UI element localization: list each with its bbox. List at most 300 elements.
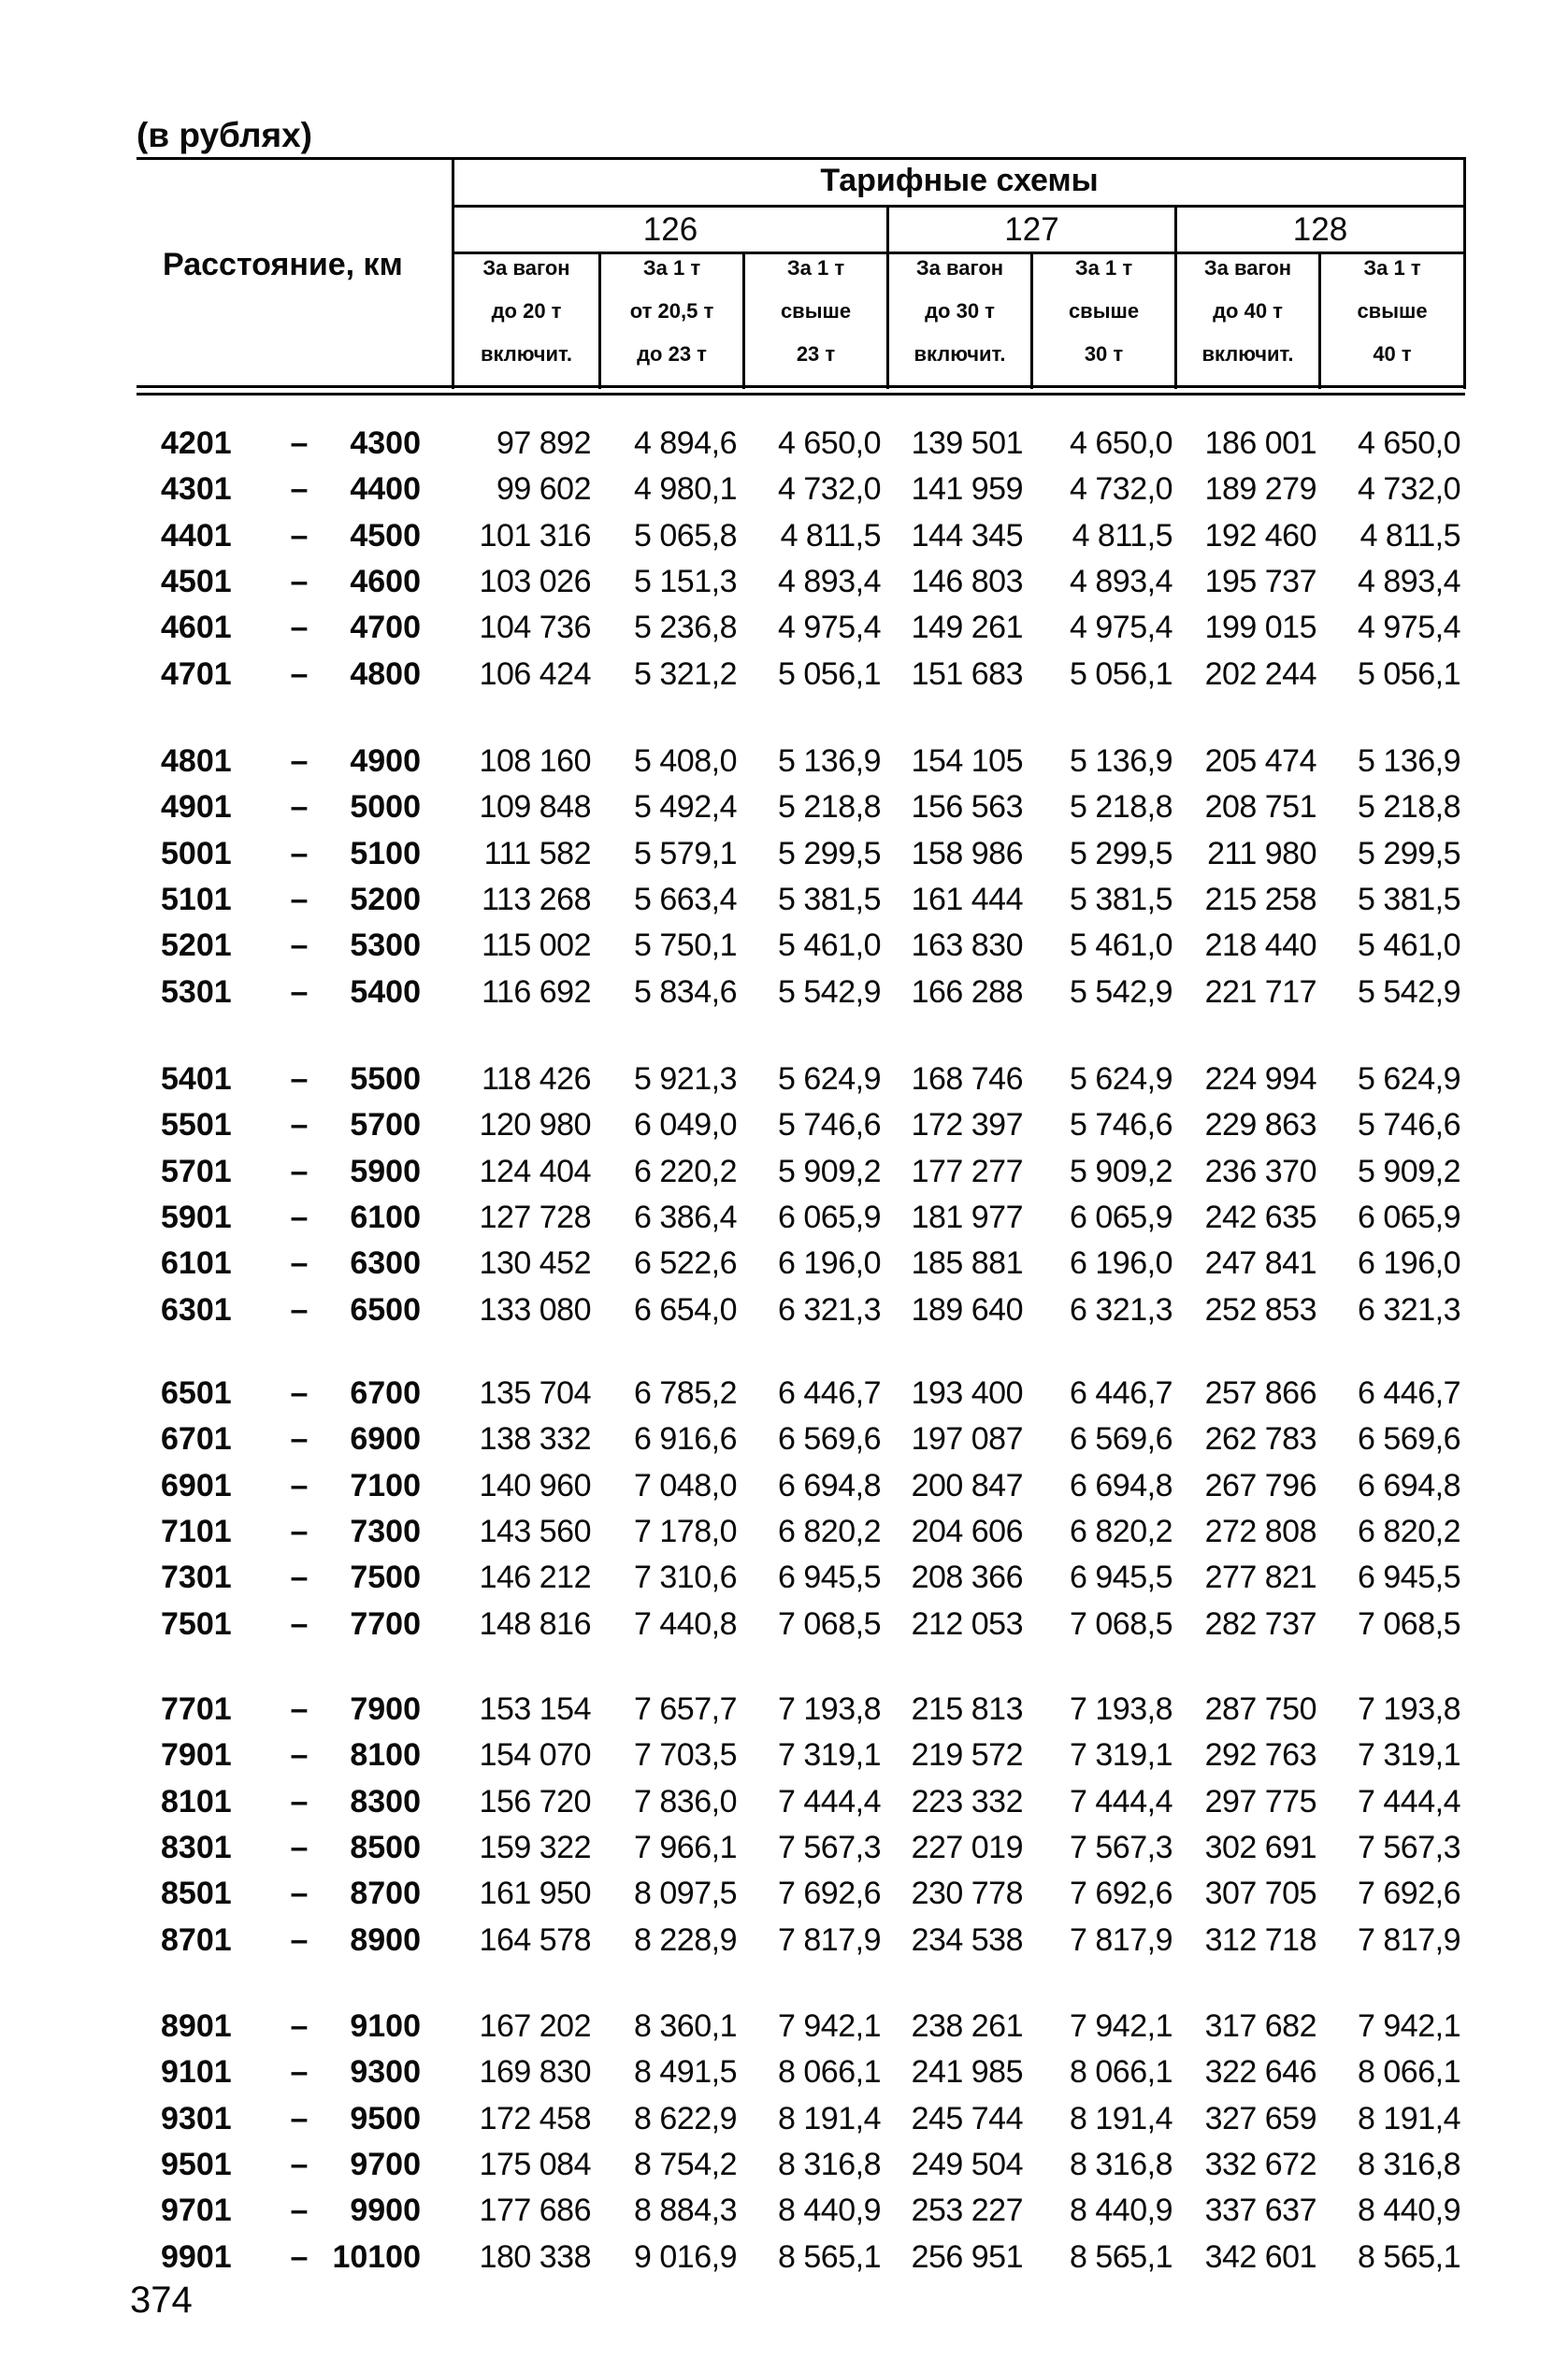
subheader-col3-line2: свыше [780, 299, 852, 323]
distance-from: 4401 [161, 518, 232, 554]
distance-header: Расстояние, км [163, 247, 403, 282]
distance-from: 6701 [161, 1421, 232, 1457]
distance-to: 5900 [350, 1154, 421, 1189]
distance-from: 8501 [161, 1876, 232, 1911]
tariff-value-col2: 8 097,5 [634, 1876, 737, 1911]
tariff-value-col3: 8 316,8 [778, 2147, 881, 2182]
tariff-value-col4: 193 400 [911, 1375, 1023, 1411]
tariff-value-col6: 327 659 [1204, 2101, 1316, 2136]
distance-to: 7100 [350, 1468, 421, 1503]
distance-to: 6100 [350, 1200, 421, 1235]
tariff-value-col1: 138 332 [479, 1421, 591, 1457]
tariff-value-col1: 175 084 [479, 2147, 591, 2182]
distance-to: 4600 [350, 564, 421, 599]
distance-from: 4701 [161, 656, 232, 692]
table-row [0, 421, 1568, 467]
distance-to: 4300 [350, 425, 421, 461]
scheme-128: 128 [1292, 211, 1348, 248]
table-row [0, 1149, 1568, 1195]
tariff-value-col1: 115 002 [482, 928, 591, 963]
tariff-value-col7: 8 440,9 [1358, 2193, 1460, 2228]
tariff-value-col4: 189 640 [911, 1292, 1023, 1328]
table-row [0, 1871, 1568, 1917]
tariff-value-col2: 9 016,9 [634, 2239, 737, 2275]
tariff-value-col3: 7 567,3 [778, 1830, 881, 1865]
tariff-value-col1: 159 322 [479, 1830, 591, 1865]
tariff-value-col5: 6 694,8 [1070, 1468, 1172, 1503]
range-dash: – [290, 1375, 309, 1411]
tariff-value-col6: 342 601 [1204, 2239, 1316, 2275]
tariff-value-col3: 4 732,0 [778, 471, 881, 507]
subheader-col7-line3: 40 т [1373, 342, 1412, 366]
tariff-value-col3: 5 218,8 [778, 789, 881, 825]
tariff-value-col1: 177 686 [479, 2193, 591, 2228]
tariff-value-col3: 4 893,4 [778, 564, 881, 599]
tariff-value-col4: 168 746 [911, 1061, 1023, 1097]
tariff-value-col4: 256 951 [911, 2239, 1023, 2275]
tariff-value-col5: 8 191,4 [1070, 2101, 1172, 2136]
tariff-value-col2: 5 065,8 [634, 518, 737, 554]
tariff-value-col3: 5 909,2 [778, 1154, 881, 1189]
tariff-value-col2: 8 622,9 [634, 2101, 737, 2136]
tariff-value-col2: 8 884,3 [634, 2193, 737, 2228]
distance-from: 5101 [161, 882, 232, 917]
tariff-value-col7: 7 193,8 [1358, 1691, 1460, 1727]
distance-from: 9701 [161, 2193, 232, 2228]
distance-to: 8900 [350, 1922, 421, 1958]
tariff-value-col1: 130 452 [479, 1245, 591, 1281]
distance-to: 6500 [350, 1292, 421, 1328]
distance-to: 4900 [350, 743, 421, 779]
tariff-value-col3: 6 820,2 [778, 1514, 881, 1549]
tariff-value-col1: 109 848 [479, 789, 591, 825]
range-dash: – [290, 2193, 309, 2228]
tariff-value-col1: 103 026 [479, 564, 591, 599]
tariff-value-col3: 8 066,1 [778, 2054, 881, 2090]
range-dash: – [290, 2239, 309, 2275]
tariff-value-col3: 6 945,5 [778, 1560, 881, 1595]
tariff-value-col5: 6 569,6 [1070, 1421, 1172, 1457]
tariff-value-col3: 6 196,0 [778, 1245, 881, 1281]
tariff-value-col1: 116 692 [482, 974, 591, 1010]
range-dash: – [290, 1245, 309, 1281]
subheader-col7-line1: За 1 т [1363, 256, 1421, 280]
tariff-value-col6: 224 994 [1204, 1061, 1316, 1097]
table-row [0, 2004, 1568, 2049]
tariff-value-col1: 167 202 [479, 2008, 591, 2044]
tariff-value-col5: 8 440,9 [1070, 2193, 1172, 2228]
tariff-value-col7: 7 444,4 [1358, 1784, 1460, 1819]
tariff-value-col4: 139 501 [911, 425, 1023, 461]
tariff-value-col7: 6 820,2 [1358, 1514, 1460, 1549]
tariff-value-col5: 5 909,2 [1070, 1154, 1172, 1189]
tariff-value-col2: 6 654,0 [634, 1292, 737, 1328]
tariff-value-col4: 181 977 [911, 1200, 1023, 1235]
tariff-value-col4: 234 538 [911, 1922, 1023, 1958]
tariff-value-col4: 204 606 [911, 1514, 1023, 1549]
subheader-col1-line1: За вагон [482, 256, 570, 280]
range-dash: – [290, 1737, 309, 1773]
tariff-value-col6: 211 980 [1207, 836, 1316, 871]
tariff-value-col6: 262 783 [1204, 1421, 1316, 1457]
distance-to: 5000 [350, 789, 421, 825]
distance-from: 4301 [161, 471, 232, 507]
tariff-value-col6: 205 474 [1204, 743, 1316, 779]
distance-to: 5200 [350, 882, 421, 917]
page-number: 374 [130, 2280, 193, 2321]
tariff-value-col7: 8 066,1 [1358, 2054, 1460, 2090]
table-row [0, 784, 1568, 830]
tariff-value-col6: 332 672 [1204, 2147, 1316, 2182]
range-dash: – [290, 1922, 309, 1958]
tariff-value-col1: 133 080 [479, 1292, 591, 1328]
distance-from: 9901 [161, 2239, 232, 2275]
tariff-value-col2: 5 579,1 [634, 836, 737, 871]
table-row [0, 1417, 1568, 1462]
tariff-value-col6: 282 737 [1204, 1606, 1316, 1642]
tariff-value-col7: 5 746,6 [1358, 1107, 1460, 1143]
tariff-value-col4: 163 830 [911, 928, 1023, 963]
tariff-value-col4: 230 778 [911, 1876, 1023, 1911]
range-dash: – [290, 1154, 309, 1189]
range-dash: – [290, 656, 309, 692]
table-row [0, 605, 1568, 651]
tariff-value-col5: 5 624,9 [1070, 1061, 1172, 1097]
tariff-value-col2: 8 491,5 [634, 2054, 737, 2090]
tariff-value-col3: 8 440,9 [778, 2193, 881, 2228]
tariff-value-col1: 140 960 [479, 1468, 591, 1503]
distance-to: 9900 [350, 2193, 421, 2228]
table-row [0, 467, 1568, 512]
tariff-value-col7: 8 565,1 [1358, 2239, 1460, 2275]
subheader-col1-line2: до 20 т [491, 299, 562, 323]
tariff-value-col3: 4 811,5 [780, 518, 881, 554]
tariff-value-col5: 7 567,3 [1070, 1830, 1172, 1865]
subheader-col6-line1: За вагон [1203, 256, 1292, 280]
subheader-col6-line2: до 40 т [1213, 299, 1283, 323]
tariff-value-col2: 7 440,8 [634, 1606, 737, 1642]
tariff-value-col3: 6 694,8 [778, 1468, 881, 1503]
table-row [0, 970, 1568, 1015]
tariff-value-col6: 215 258 [1204, 882, 1316, 917]
range-dash: – [290, 2101, 309, 2136]
tariff-value-col5: 6 196,0 [1070, 1245, 1172, 1281]
table-row [0, 1371, 1568, 1417]
tariff-value-col2: 7 310,6 [634, 1560, 737, 1595]
tariff-value-col6: 277 821 [1204, 1560, 1316, 1595]
distance-from: 4501 [161, 564, 232, 599]
tariff-value-col4: 141 959 [911, 471, 1023, 507]
distance-from: 4601 [161, 610, 232, 645]
table-row [0, 1733, 1568, 1778]
tariff-value-col5: 7 817,9 [1070, 1922, 1172, 1958]
tariff-value-col2: 5 151,3 [634, 564, 737, 599]
tariff-value-col2: 7 966,1 [634, 1830, 737, 1865]
subheader-col2-line1: За 1 т [642, 256, 701, 280]
tariff-value-col5: 6 321,3 [1070, 1292, 1172, 1328]
subheader-col1-line3: включит. [481, 342, 572, 366]
tariff-value-col5: 7 068,5 [1070, 1606, 1172, 1642]
tariff-value-col2: 6 049,0 [634, 1107, 737, 1143]
tariff-value-col1: 148 816 [479, 1606, 591, 1642]
tariff-value-col4: 144 345 [911, 518, 1023, 554]
tariff-value-col7: 6 945,5 [1358, 1560, 1460, 1595]
table-row [0, 1555, 1568, 1601]
tariff-value-col5: 5 136,9 [1070, 743, 1172, 779]
distance-from: 8701 [161, 1922, 232, 1958]
tariff-value-col3: 6 321,3 [778, 1292, 881, 1328]
tariff-value-col2: 7 178,0 [634, 1514, 737, 1549]
distance-from: 4801 [161, 743, 232, 779]
table-row [0, 831, 1568, 877]
subheader-col2-line2: от 20,5 т [629, 299, 714, 323]
tariff-value-col3: 7 319,1 [778, 1737, 881, 1773]
scheme-numbers-rule [453, 252, 1465, 254]
tariff-value-col2: 5 750,1 [634, 928, 737, 963]
distance-to: 7300 [350, 1514, 421, 1549]
range-dash: – [290, 1560, 309, 1595]
distance-to: 9300 [350, 2054, 421, 2090]
table-row [0, 2188, 1568, 2234]
tariff-value-col4: 172 397 [911, 1107, 1023, 1143]
tariff-value-col3: 5 299,5 [778, 836, 881, 871]
tariff-value-col1: 143 560 [479, 1514, 591, 1549]
tariff-value-col7: 4 650,0 [1358, 425, 1460, 461]
tariff-value-col5: 5 056,1 [1070, 656, 1172, 692]
table-row [0, 1057, 1568, 1102]
tariff-value-col6: 189 279 [1204, 471, 1316, 507]
tariff-value-col5: 6 065,9 [1070, 1200, 1172, 1235]
tariff-value-col6: 247 841 [1204, 1245, 1316, 1281]
tariff-value-col1: 153 154 [479, 1691, 591, 1727]
tariff-value-col2: 6 916,6 [634, 1421, 737, 1457]
tariff-value-col6: 195 737 [1204, 564, 1316, 599]
tariff-value-col7: 7 692,6 [1358, 1876, 1460, 1911]
tariff-value-col1: 113 268 [482, 882, 591, 917]
tariff-value-col2: 8 754,2 [634, 2147, 737, 2182]
tariff-value-col6: 337 637 [1204, 2193, 1316, 2228]
tariff-value-col3: 7 942,1 [778, 2008, 881, 2044]
distance-from: 6301 [161, 1292, 232, 1328]
tariff-value-col3: 6 065,9 [778, 1200, 881, 1235]
tariff-value-col5: 6 945,5 [1070, 1560, 1172, 1595]
table-row [0, 923, 1568, 969]
tariff-value-col7: 6 321,3 [1358, 1292, 1460, 1328]
tariff-value-col4: 154 105 [911, 743, 1023, 779]
distance-from: 7301 [161, 1560, 232, 1595]
tariff-value-col7: 5 299,5 [1358, 836, 1460, 871]
tariff-value-col5: 5 746,6 [1070, 1107, 1172, 1143]
distance-to: 10100 [332, 2239, 421, 2275]
tariff-value-col5: 6 446,7 [1070, 1375, 1172, 1411]
distance-from: 5401 [161, 1061, 232, 1097]
distance-from: 4201 [161, 425, 232, 461]
distance-from: 7101 [161, 1514, 232, 1549]
subheader-col5-line2: свыше [1068, 299, 1140, 323]
range-dash: – [290, 1514, 309, 1549]
tariff-value-col2: 8 228,9 [634, 1922, 737, 1958]
tariff-value-col4: 223 332 [911, 1784, 1023, 1819]
range-dash: – [290, 564, 309, 599]
tariff-value-col2: 5 834,6 [634, 974, 737, 1010]
tariff-value-col1: 106 424 [479, 656, 591, 692]
table-row [0, 1509, 1568, 1555]
distance-to: 4700 [350, 610, 421, 645]
distance-from: 7701 [161, 1691, 232, 1727]
tariff-value-col6: 322 646 [1204, 2054, 1316, 2090]
tariff-value-col7: 5 381,5 [1358, 882, 1460, 917]
scheme-127: 127 [1004, 211, 1059, 248]
tariff-value-col7: 5 461,0 [1358, 928, 1460, 963]
table-row [0, 2096, 1568, 2142]
tariff-value-col6: 292 763 [1204, 1737, 1316, 1773]
tariff-value-col6: 229 863 [1204, 1107, 1316, 1143]
tariff-value-col1: 111 582 [483, 836, 591, 871]
range-dash: – [290, 1468, 309, 1503]
tariff-value-col6: 221 717 [1204, 974, 1316, 1010]
tariff-value-col2: 4 980,1 [634, 471, 737, 507]
table-row [0, 1287, 1568, 1333]
tariff-value-col3: 8 191,4 [778, 2101, 881, 2136]
subheader-col3-line3: 23 т [796, 342, 836, 366]
tariff-value-col4: 158 986 [911, 836, 1023, 871]
tariff-value-col6: 267 796 [1204, 1468, 1316, 1503]
distance-from: 7901 [161, 1737, 232, 1773]
tariff-value-col7: 5 136,9 [1358, 743, 1460, 779]
tariff-value-col1: 104 736 [479, 610, 591, 645]
table-row [0, 652, 1568, 698]
tariff-value-col5: 4 650,0 [1070, 425, 1172, 461]
distance-to: 5500 [350, 1061, 421, 1097]
tariff-value-col7: 7 319,1 [1358, 1737, 1460, 1773]
tariff-value-col2: 5 321,2 [634, 656, 737, 692]
tariff-value-col2: 4 894,6 [634, 425, 737, 461]
tariff-value-col1: 172 458 [479, 2101, 591, 2136]
tariff-value-col6: 192 460 [1204, 518, 1316, 554]
distance-from: 8901 [161, 2008, 232, 2044]
tariff-value-col3: 5 461,0 [778, 928, 881, 963]
table-row [0, 877, 1568, 923]
table-row [0, 1195, 1568, 1241]
distance-to: 9500 [350, 2101, 421, 2136]
table-row [0, 1687, 1568, 1733]
tariff-value-col3: 5 381,5 [778, 882, 881, 917]
distance-to: 8100 [350, 1737, 421, 1773]
tariff-value-col1: 120 980 [479, 1107, 591, 1143]
tariff-value-col5: 7 942,1 [1070, 2008, 1172, 2044]
tariff-value-col3: 6 446,7 [778, 1375, 881, 1411]
tariff-value-col2: 5 236,8 [634, 610, 737, 645]
tariff-value-col6: 208 751 [1204, 789, 1316, 825]
tariff-value-col1: 127 728 [479, 1200, 591, 1235]
range-dash: – [290, 1061, 309, 1097]
distance-to: 9100 [350, 2008, 421, 2044]
tariff-value-col4: 185 881 [911, 1245, 1023, 1281]
tariff-value-col2: 7 657,7 [634, 1691, 737, 1727]
tariff-value-col4: 166 288 [911, 974, 1023, 1010]
tariff-value-col6: 317 682 [1204, 2008, 1316, 2044]
tariff-value-col1: 154 070 [479, 1737, 591, 1773]
schemes-title: Тарифные схемы [820, 163, 1099, 198]
distance-from: 8101 [161, 1784, 232, 1819]
subheader-col3-line1: За 1 т [786, 256, 845, 280]
distance-from: 5701 [161, 1154, 232, 1189]
tariff-value-col3: 4 650,0 [778, 425, 881, 461]
subheader-col4-line3: включит. [913, 342, 1006, 366]
tariff-value-col5: 7 193,8 [1070, 1691, 1172, 1727]
tariff-value-col7: 7 942,1 [1358, 2008, 1460, 2044]
range-dash: – [290, 882, 309, 917]
tariff-value-col7: 5 542,9 [1358, 974, 1460, 1010]
range-dash: – [290, 1292, 309, 1328]
tariff-value-col2: 5 408,0 [634, 743, 737, 779]
tariff-value-col7: 7 567,3 [1358, 1830, 1460, 1865]
tariff-value-col4: 238 261 [911, 2008, 1023, 2044]
tariff-value-col5: 8 066,1 [1070, 2054, 1172, 2090]
distance-to: 4500 [350, 518, 421, 554]
range-dash: – [290, 2054, 309, 2090]
tariff-value-col7: 5 056,1 [1358, 656, 1460, 692]
tariff-value-col7: 5 624,9 [1358, 1061, 1460, 1097]
tariff-value-col7: 7 068,5 [1358, 1606, 1460, 1642]
tariff-value-col4: 177 277 [911, 1154, 1023, 1189]
tariff-value-col1: 97 892 [496, 425, 591, 461]
tariff-value-col3: 5 746,6 [778, 1107, 881, 1143]
range-dash: – [290, 2008, 309, 2044]
tariff-value-col7: 4 811,5 [1359, 518, 1460, 554]
tariff-value-col5: 4 811,5 [1072, 518, 1172, 554]
tariff-value-col1: 156 720 [479, 1784, 591, 1819]
tariff-value-col7: 6 065,9 [1358, 1200, 1460, 1235]
table-row [0, 739, 1568, 784]
distance-to: 6700 [350, 1375, 421, 1411]
tariff-value-col4: 245 744 [911, 2101, 1023, 2136]
table-row [0, 1779, 1568, 1825]
tariff-value-col6: 252 853 [1204, 1292, 1316, 1328]
tariff-value-col5: 5 218,8 [1070, 789, 1172, 825]
table-row [0, 1825, 1568, 1871]
distance-to: 4400 [350, 471, 421, 507]
range-dash: – [290, 743, 309, 779]
distance-to: 4800 [350, 656, 421, 692]
tariff-value-col5: 8 316,8 [1070, 2147, 1172, 2182]
range-dash: – [290, 974, 309, 1010]
distance-from: 6501 [161, 1375, 232, 1411]
tariff-value-col3: 8 565,1 [778, 2239, 881, 2275]
tariff-value-col1: 99 602 [496, 471, 591, 507]
range-dash: – [290, 1606, 309, 1642]
range-dash: – [290, 1107, 309, 1143]
tariff-value-col2: 5 921,3 [634, 1061, 737, 1097]
distance-to: 8300 [350, 1784, 421, 1819]
distance-from: 6101 [161, 1245, 232, 1281]
header-bottom-rule-1 [137, 385, 1465, 388]
distance-to: 5300 [350, 928, 421, 963]
range-dash: – [290, 518, 309, 554]
table-row [0, 1918, 1568, 1963]
distance-from: 5901 [161, 1200, 232, 1235]
tariff-value-col4: 219 572 [911, 1737, 1023, 1773]
tariff-value-col6: 272 808 [1204, 1514, 1316, 1549]
tariff-value-col6: 236 370 [1204, 1154, 1316, 1189]
tariff-value-col1: 135 704 [479, 1375, 591, 1411]
distance-to: 6300 [350, 1245, 421, 1281]
tariff-value-col5: 7 319,1 [1070, 1737, 1172, 1773]
tariff-value-col7: 4 893,4 [1358, 564, 1460, 599]
tariff-value-col2: 6 522,6 [634, 1245, 737, 1281]
tariff-value-col5: 5 461,0 [1070, 928, 1172, 963]
tariff-value-col4: 215 813 [911, 1691, 1023, 1727]
